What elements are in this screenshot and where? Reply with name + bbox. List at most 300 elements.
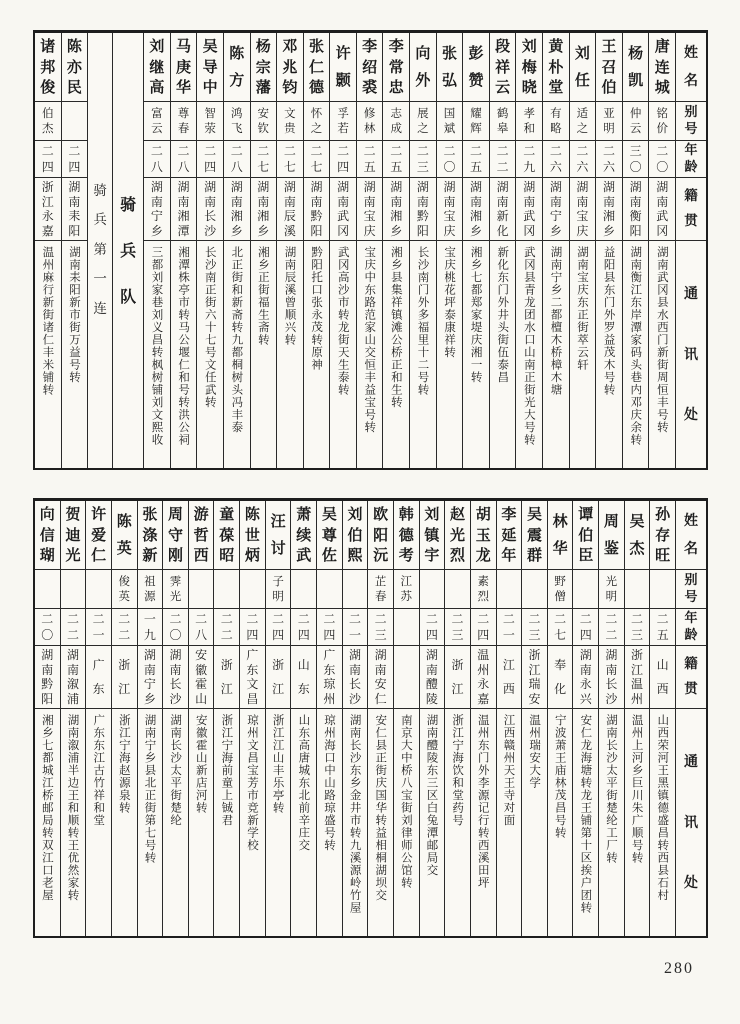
person-name: 段 祥 云 <box>490 33 516 102</box>
person-origin: 湖 南 宝 庆 <box>437 178 463 241</box>
person-origin: 湖 南 长 沙 <box>343 646 368 709</box>
person-age: 二 四 <box>197 141 223 178</box>
person-name: 陈 世 炳 <box>240 501 265 570</box>
person-name: 吴 杰 <box>625 501 650 570</box>
person-alias <box>420 570 445 609</box>
person-name: 李 绍 裘 <box>357 33 383 102</box>
person-address: 新化东门外井头街伍泰昌 <box>496 246 511 384</box>
person-address: 宁波萧王庙林茂昌号转 <box>553 714 568 839</box>
person-alias: 志 成 <box>383 102 409 141</box>
person-age: 二 一 <box>343 609 368 646</box>
person-alias <box>214 570 239 609</box>
person-name: 张 弘 <box>437 33 463 102</box>
roster-person-column <box>521 501 547 936</box>
person-alias <box>573 570 598 609</box>
person-age: 二 三 <box>522 609 547 646</box>
person-address: 黔阳托口张永茂转原神 <box>310 246 325 371</box>
person-age: 二 七 <box>251 141 277 178</box>
person-alias: 富 云 <box>144 102 170 141</box>
person-address: 广东东江古竹祥和堂 <box>92 714 107 827</box>
unit-section-label: 骑 兵 队 <box>120 194 137 306</box>
person-origin: 奉 化 <box>548 646 573 709</box>
person-alias <box>61 570 86 609</box>
person-address: 南京大中桥八宝街刘律师公馆转 <box>399 714 414 889</box>
person-origin: 湖 南 长 沙 <box>163 646 188 709</box>
person-alias: 子 明 <box>266 570 291 609</box>
roster-person-column <box>290 501 316 936</box>
person-name: 邓 兆 钧 <box>277 33 303 102</box>
person-origin: 浙 江 <box>445 646 470 709</box>
person-age: 二 五 <box>357 141 383 178</box>
person-alias: 霁 光 <box>163 570 188 609</box>
person-name: 汪 讨 <box>266 501 291 570</box>
person-address: 湖南宁乡二都檀木桥樟木塘 <box>549 246 564 396</box>
person-name: 周 鉴 <box>599 501 624 570</box>
roster-person-column <box>622 33 649 468</box>
person-age: 二 九 <box>516 141 542 178</box>
person-alias <box>497 570 522 609</box>
person-alias: 亚 明 <box>596 102 622 141</box>
person-address: 浙江宁海饮和堂药号 <box>451 714 466 827</box>
roster-person-column <box>436 33 463 468</box>
person-name: 陈 亦 民 <box>62 33 88 102</box>
person-age: 二 一 <box>86 609 111 646</box>
person-address: 北正街和新斋转九都桐树头冯丰泰 <box>230 246 245 434</box>
header-address-label: 通 讯 处 <box>684 286 698 423</box>
person-address: 山东高唐城东北前辛庄交 <box>297 714 312 852</box>
person-age: 二 四 <box>420 609 445 646</box>
roster-person-column <box>367 501 393 936</box>
person-age: 二 五 <box>463 141 489 178</box>
unit-section-column <box>112 33 143 468</box>
roster-person-column <box>162 501 188 936</box>
person-name: 陈 英 <box>112 501 137 570</box>
roster-person-column <box>444 501 470 936</box>
person-alias: 孚 若 <box>330 102 356 141</box>
person-name: 李 常 忠 <box>383 33 409 102</box>
person-address: 湖南衡江东岸潭家码头巷内邓庆余转 <box>629 246 644 446</box>
person-origin: 安 徽 霍 山 <box>189 646 214 709</box>
roster-person-column <box>137 501 163 936</box>
person-age: 二 〇 <box>649 141 675 178</box>
person-origin: 浙 江 <box>266 646 291 709</box>
person-age: 二 五 <box>383 141 409 178</box>
person-address: 宝庆桃花坪泰康祥转 <box>443 246 458 359</box>
header-alias-label: 别 号 <box>676 570 706 609</box>
person-alias <box>343 570 368 609</box>
person-origin: 湖 南 湘 乡 <box>224 178 250 241</box>
person-origin: 浙 江 永 嘉 <box>35 178 61 241</box>
header-origin-label: 籍 贯 <box>676 178 706 241</box>
person-age: 二 四 <box>330 141 356 178</box>
person-age: 三 〇 <box>623 141 649 178</box>
person-name: 赵 光 烈 <box>445 501 470 570</box>
person-age: 二 〇 <box>163 609 188 646</box>
person-name: 杨 凯 <box>623 33 649 102</box>
person-address: 江西赣州天王寺对面 <box>502 714 517 827</box>
person-origin: 湖 南 武 冈 <box>649 178 675 241</box>
person-address: 长沙南正街六十七号文任武转 <box>203 246 218 409</box>
person-address: 温州东门外李源记行转西溪田坪 <box>476 714 491 889</box>
person-address: 安徽霍山新店河转 <box>194 714 209 814</box>
person-alias: 文 贵 <box>277 102 303 141</box>
person-age: 二 二 <box>599 609 624 646</box>
roster-person-column <box>419 501 445 936</box>
roster-person-column <box>542 33 569 468</box>
person-age: 二 三 <box>625 609 650 646</box>
person-alias: 仲 云 <box>623 102 649 141</box>
person-origin: 湖 南 武 冈 <box>330 178 356 241</box>
person-age: 二 二 <box>61 609 86 646</box>
person-name: 童 葆 昭 <box>214 501 239 570</box>
roster-person-column <box>265 501 291 936</box>
roster-person-column <box>547 501 573 936</box>
person-origin: 湖 南 黔 阳 <box>35 646 60 709</box>
person-alias <box>240 570 265 609</box>
person-age <box>394 609 419 646</box>
person-address: 湘乡七都郑家堤庆湘一转 <box>469 246 484 384</box>
roster-person-column <box>649 501 675 936</box>
person-origin: 湖 南 湘 乡 <box>251 178 277 241</box>
person-age: 二 七 <box>304 141 330 178</box>
person-alias: 俊 英 <box>112 570 137 609</box>
roster-person-column <box>393 501 419 936</box>
person-age: 二 二 <box>214 609 239 646</box>
person-address: 湘潭株亭市转马公堰仁和号转洪公祠 <box>177 246 192 446</box>
person-name: 吴 尊 佐 <box>317 501 342 570</box>
person-address: 湖南武冈县水西门新街周恒丰号转 <box>655 246 670 434</box>
person-alias: 展 之 <box>410 102 436 141</box>
person-address: 湖南耒阳新市街万益号转 <box>67 246 82 384</box>
person-name: 刘 梅 晓 <box>516 33 542 102</box>
roster-person-column <box>342 501 368 936</box>
person-name: 陈 方 <box>224 33 250 102</box>
roster-person-column <box>60 501 86 936</box>
person-age: 二 二 <box>112 609 137 646</box>
roster-person-column <box>35 33 61 468</box>
roster-person-column <box>170 33 197 468</box>
table-header-column <box>675 501 706 936</box>
roster-person-column <box>35 501 60 936</box>
unit-section-column <box>87 33 112 468</box>
person-alias <box>35 570 60 609</box>
person-address: 长沙南门外多福里十二号转 <box>416 246 431 396</box>
person-origin: 湖 南 长 沙 <box>197 178 223 241</box>
person-age: 二 四 <box>240 609 265 646</box>
person-alias: 适 之 <box>570 102 596 141</box>
person-name: 向 外 <box>410 33 436 102</box>
roster-person-column <box>462 33 489 468</box>
header-age-label: 年 龄 <box>676 141 706 178</box>
person-alias <box>625 570 650 609</box>
roster-person-column <box>61 33 88 468</box>
person-origin: 湖 南 武 冈 <box>516 178 542 241</box>
person-origin: 湖 南 宁 乡 <box>138 646 163 709</box>
person-alias <box>445 570 470 609</box>
unit-section-label: 骑 兵 第 一 连 <box>93 182 107 317</box>
person-address: 武冈县青龙团水口山南正街光大号转 <box>522 246 537 446</box>
roster-person-column <box>572 501 598 936</box>
roster-person-column <box>213 501 239 936</box>
roster-person-column <box>382 33 409 468</box>
roster-person-column <box>409 33 436 468</box>
person-name: 诸 邦 俊 <box>35 33 61 102</box>
roster-person-column <box>303 33 330 468</box>
person-name: 欧 阳 沅 <box>368 501 393 570</box>
person-name: 王 召 伯 <box>596 33 622 102</box>
person-name: 刘 伯 熙 <box>343 501 368 570</box>
person-address: 武冈高沙市转龙街天生泰转 <box>336 246 351 396</box>
upper-roster-table <box>33 30 708 470</box>
person-origin: 湖 南 黔 阳 <box>304 178 330 241</box>
person-alias: 孝 和 <box>516 102 542 141</box>
person-name: 谭 伯 臣 <box>573 501 598 570</box>
person-age: 二 六 <box>570 141 596 178</box>
person-alias: 有 略 <box>543 102 569 141</box>
person-address: 益阳县东门外罗益茂木号转 <box>602 246 617 396</box>
person-age: 二 三 <box>445 609 470 646</box>
page-number: 280 <box>664 960 694 977</box>
person-age: 二 四 <box>573 609 598 646</box>
person-age: 二 三 <box>368 609 393 646</box>
person-age: 二 七 <box>277 141 303 178</box>
person-address: 湘乡七都城江桥邮局转双江口老屋 <box>40 714 55 902</box>
roster-person-column <box>356 33 383 468</box>
person-name: 贺 迪 光 <box>61 501 86 570</box>
person-alias: 耀 辉 <box>463 102 489 141</box>
roster-person-column <box>515 33 542 468</box>
person-address: 安仁龙海塘转龙王铺第十区挨户团转 <box>579 714 594 914</box>
person-origin: 湖 南 永 兴 <box>573 646 598 709</box>
person-origin <box>394 646 419 709</box>
person-origin: 浙 江 <box>214 646 239 709</box>
person-address: 浙江宁海赵源泉转 <box>117 714 132 814</box>
header-alias-label: 别 号 <box>676 102 706 141</box>
person-address: 琼州文昌宝芳市竞新学校 <box>246 714 261 852</box>
person-address: 湖南宁乡县北正街第七号转 <box>143 714 158 864</box>
person-age: 二 六 <box>596 141 622 178</box>
person-origin: 湖 南 耒 阳 <box>62 178 88 241</box>
person-name: 唐 连 城 <box>649 33 675 102</box>
person-address: 湖南溆浦半边王和顺转王优然家转 <box>66 714 81 902</box>
roster-person-column <box>569 33 596 468</box>
roster-person-column <box>223 33 250 468</box>
roster-person-column <box>316 501 342 936</box>
person-age: 二 四 <box>317 609 342 646</box>
person-age: 二 三 <box>410 141 436 178</box>
person-origin: 湖 南 湘 乡 <box>596 178 622 241</box>
person-origin: 浙 江 <box>112 646 137 709</box>
person-alias: 怀 之 <box>304 102 330 141</box>
person-address: 湖南宝庆东正街萃云轩 <box>576 246 591 371</box>
person-alias <box>650 570 675 609</box>
person-name: 游 哲 西 <box>189 501 214 570</box>
person-name: 杨 宗 藩 <box>251 33 277 102</box>
person-alias: 尊 春 <box>171 102 197 141</box>
person-name: 林 华 <box>548 501 573 570</box>
person-origin: 湖 南 新 化 <box>490 178 516 241</box>
person-alias <box>62 102 88 141</box>
roster-person-column <box>595 33 622 468</box>
person-age: 二 二 <box>490 141 516 178</box>
person-alias: 鸿 飞 <box>224 102 250 141</box>
person-alias: 修 林 <box>357 102 383 141</box>
roster-person-column <box>276 33 303 468</box>
person-age: 二 一 <box>497 609 522 646</box>
person-origin: 江 西 <box>497 646 522 709</box>
person-address: 湖南辰溪曾顺兴转 <box>283 246 298 346</box>
person-age: 二 四 <box>291 609 316 646</box>
person-origin: 湖 南 长 沙 <box>599 646 624 709</box>
person-name: 刘 镇 宇 <box>420 501 445 570</box>
person-alias: 铭 价 <box>649 102 675 141</box>
person-origin: 浙 江 瑞 安 <box>522 646 547 709</box>
person-address: 湖南长沙太平街楚纶工厂转 <box>605 714 619 864</box>
person-address: 山西荣河王黑镇德盛昌转西县石村 <box>656 714 671 902</box>
person-alias: 芷 春 <box>368 570 393 609</box>
header-name-label: 姓 名 <box>676 33 706 102</box>
person-alias: 安 钦 <box>251 102 277 141</box>
person-origin: 湖 南 宝 庆 <box>570 178 596 241</box>
person-age: 二 四 <box>266 609 291 646</box>
person-address: 浙江宁海前童上铖君 <box>220 714 235 827</box>
person-origin: 湖 南 辰 溪 <box>277 178 303 241</box>
header-age-label: 年 龄 <box>676 609 706 646</box>
roster-person-column <box>111 501 137 936</box>
roster-person-column <box>239 501 265 936</box>
person-age: 二 五 <box>650 609 675 646</box>
person-name: 刘 任 <box>570 33 596 102</box>
person-origin: 温 州 永 嘉 <box>471 646 496 709</box>
person-alias <box>317 570 342 609</box>
person-origin: 湖 南 湘 潭 <box>171 178 197 241</box>
roster-person-column <box>188 501 214 936</box>
person-name: 马 庚 华 <box>171 33 197 102</box>
roster-person-column <box>496 501 522 936</box>
header-address-label: 通 讯 处 <box>684 754 698 891</box>
person-origin: 山 东 <box>291 646 316 709</box>
person-name: 黄 朴 堂 <box>543 33 569 102</box>
header-origin-label: 籍 贯 <box>676 646 706 709</box>
table-header-column <box>675 33 706 468</box>
person-origin: 湖 南 宝 庆 <box>357 178 383 241</box>
person-name: 孙 存 旺 <box>650 501 675 570</box>
person-age: 二 〇 <box>437 141 463 178</box>
person-name: 胡 玉 龙 <box>471 501 496 570</box>
person-age: 二 四 <box>35 141 61 178</box>
person-origin: 湖 南 醴 陵 <box>420 646 445 709</box>
roster-person-column <box>598 501 624 936</box>
person-name: 周 守 刚 <box>163 501 188 570</box>
person-address: 宝庆中东路范家山交恒丰益宝号转 <box>363 246 378 434</box>
person-address: 温州麻行新街诸仁丰米铺转 <box>41 246 56 396</box>
person-address: 三都刘家巷刘义昌转枫树铺刘文熙收 <box>150 246 165 446</box>
roster-person-column <box>143 33 170 468</box>
person-address: 安仁县正街庆国华转益相桐湖坝交 <box>374 714 389 902</box>
person-address: 湖南长沙东乡金井市转九溪源岭竹屋 <box>348 714 363 914</box>
person-origin: 湖 南 黔 阳 <box>410 178 436 241</box>
roster-person-column <box>196 33 223 468</box>
person-name: 彭 赞 <box>463 33 489 102</box>
person-alias: 素 烈 <box>471 570 496 609</box>
person-origin: 山 西 <box>650 646 675 709</box>
person-name: 李 延 年 <box>497 501 522 570</box>
person-name: 张 涤 新 <box>138 501 163 570</box>
person-address: 琼州海口中山路琼盛号转 <box>322 714 337 852</box>
person-origin: 湖 南 宁 乡 <box>144 178 170 241</box>
roster-person-column <box>489 33 516 468</box>
person-origin: 广 东 <box>86 646 111 709</box>
person-name: 萧 续 武 <box>291 501 316 570</box>
person-age: 二 八 <box>171 141 197 178</box>
person-origin: 湖 南 衡 阳 <box>623 178 649 241</box>
person-alias: 鹤 皋 <box>490 102 516 141</box>
lower-roster-table <box>33 498 708 938</box>
person-address: 湖南醴陵东三区白兔潭邮局交 <box>425 714 440 877</box>
person-origin: 湖 南 安 仁 <box>368 646 393 709</box>
person-alias: 国 斌 <box>437 102 463 141</box>
person-age: 二 七 <box>548 609 573 646</box>
person-origin: 湖 南 湘 乡 <box>463 178 489 241</box>
person-age: 二 八 <box>189 609 214 646</box>
person-age: 二 六 <box>543 141 569 178</box>
person-origin: 广 东 琼 州 <box>317 646 342 709</box>
person-alias: 江 苏 <box>394 570 419 609</box>
person-age: 二 四 <box>62 141 88 178</box>
person-address: 浙江江山丰乐亭转 <box>271 714 286 814</box>
roster-person-column <box>85 501 111 936</box>
person-alias <box>522 570 547 609</box>
person-age: 二 〇 <box>35 609 60 646</box>
person-origin: 广 东 文 昌 <box>240 646 265 709</box>
person-alias: 祖 源 <box>138 570 163 609</box>
person-alias: 伯 杰 <box>35 102 61 141</box>
person-alias: 光 明 <box>599 570 624 609</box>
person-name: 吴 震 群 <box>522 501 547 570</box>
person-age: 一 九 <box>138 609 163 646</box>
person-name: 许 爱 仁 <box>86 501 111 570</box>
person-name: 张 仁 德 <box>304 33 330 102</box>
roster-person-column <box>648 33 675 468</box>
person-name: 刘 继 高 <box>144 33 170 102</box>
roster-person-column <box>329 33 356 468</box>
person-age: 二 八 <box>144 141 170 178</box>
person-age: 二 八 <box>224 141 250 178</box>
person-address: 湘乡正街福生斋转 <box>256 246 271 346</box>
roster-person-column <box>250 33 277 468</box>
person-name: 吴 导 中 <box>197 33 223 102</box>
header-name-label: 姓 名 <box>676 501 706 570</box>
person-name: 许 颢 <box>330 33 356 102</box>
person-origin: 湖 南 宁 乡 <box>543 178 569 241</box>
person-alias <box>86 570 111 609</box>
roster-person-column <box>470 501 496 936</box>
person-address: 温州上河乡巨川朱广顺号转 <box>630 714 645 864</box>
person-address: 湖南长沙太平街楚纶 <box>169 714 184 827</box>
person-alias <box>189 570 214 609</box>
person-origin: 湖 南 湘 乡 <box>383 178 409 241</box>
person-name: 向 信 瑚 <box>35 501 60 570</box>
person-origin: 浙 江 温 州 <box>625 646 650 709</box>
person-alias: 野 僧 <box>548 570 573 609</box>
person-address: 湘乡县集祥镇滩公桥正和生转 <box>389 246 404 409</box>
person-address: 温州瑞安大学 <box>528 714 543 789</box>
person-alias <box>291 570 316 609</box>
person-origin: 湖 南 溆 浦 <box>61 646 86 709</box>
person-age: 二 四 <box>471 609 496 646</box>
roster-person-column <box>624 501 650 936</box>
person-alias: 智 荥 <box>197 102 223 141</box>
